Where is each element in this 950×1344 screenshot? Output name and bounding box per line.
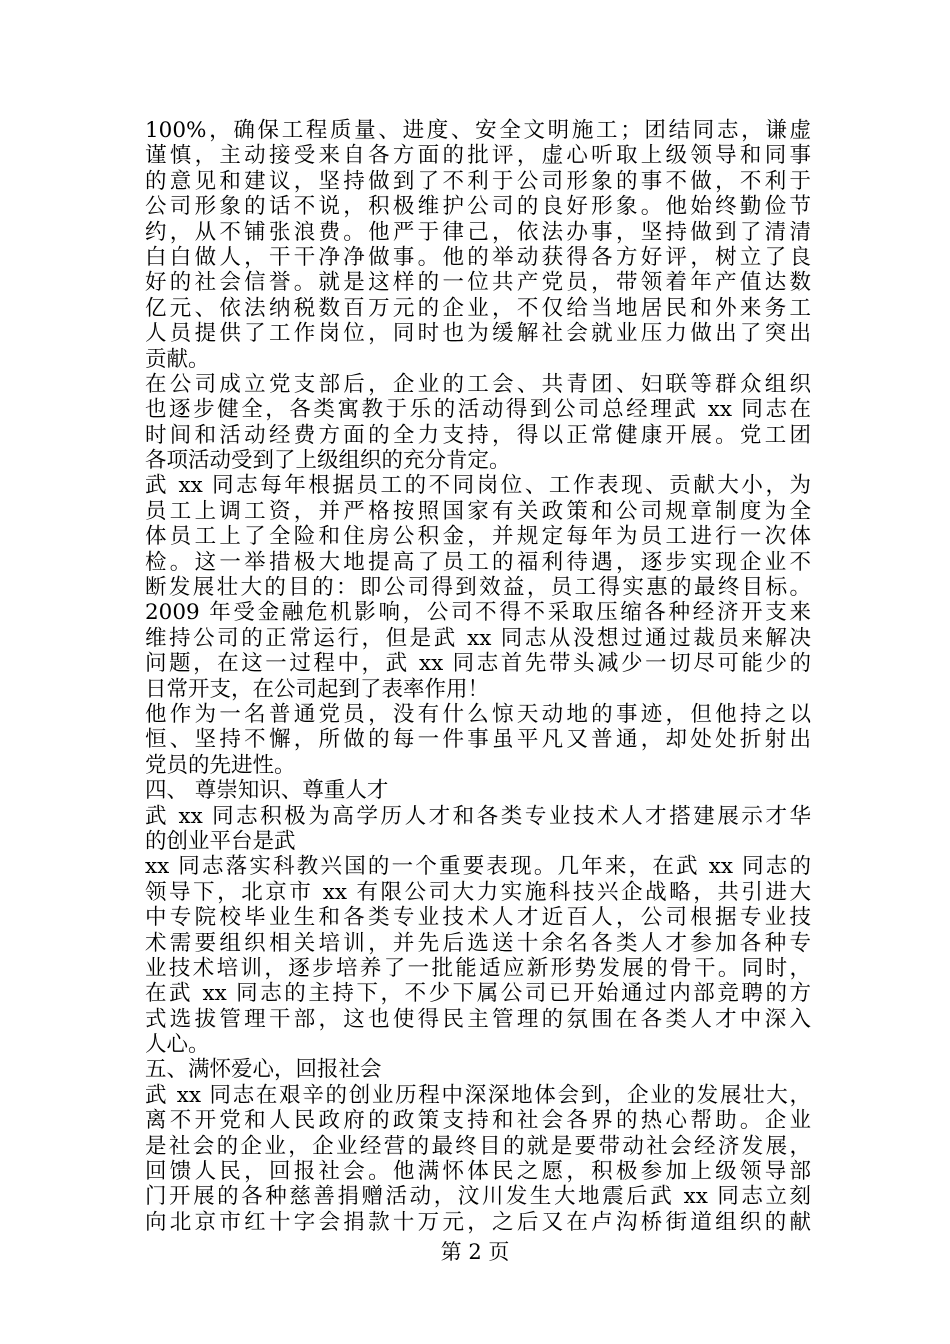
text-line: 领导下，北京市 xx 有限公司大力实施科技兴企战略，共引进大 bbox=[145, 879, 811, 905]
text-line: 门开展的各种慈善捐赠活动，汶川发生大地震后武 xx 同志立刻 bbox=[145, 1184, 811, 1210]
text-line: 恒、坚持不懈，所做的每一件事虽平凡又普通，却处处折射出 bbox=[145, 727, 811, 753]
text-line: 在公司成立党支部后，企业的工会、共青团、妇联等群众组织 bbox=[145, 371, 811, 397]
text-line: 好的社会信誉。就是这样的一位共产党员，带领着年产值达数 bbox=[145, 270, 811, 296]
text-line: 在武 xx 同志的主持下，不少下属公司已开始通过内部竞聘的方 bbox=[145, 981, 811, 1007]
text-line: 他作为一名普通党员，没有什么惊天动地的事迹，但他持之以 bbox=[145, 701, 811, 727]
text-line: 离不开党和人民政府的政策支持和社会各界的热心帮助。企业 bbox=[145, 1108, 811, 1134]
text-line: 的创业平台是武 bbox=[145, 828, 296, 854]
text-line: 时间和活动经费方面的全力支持，得以正常健康开展。党工团 bbox=[145, 422, 811, 448]
text-line: 武 xx 同志每年根据员工的不同岗位、工作表现、贡献大小，为 bbox=[145, 473, 811, 499]
text-line: 党员的先进性。 bbox=[145, 752, 296, 778]
text-line: 是社会的企业，企业经营的最终目的就是要带动社会经济发展， bbox=[145, 1133, 811, 1159]
text-line: 问题，在这一过程中，武 xx 同志首先带头减少一切尽可能少的 bbox=[145, 651, 811, 677]
text-line: 五、满怀爱心，回报社会 bbox=[145, 1057, 382, 1083]
text-line: 白白做人，干干净净做事。他的举动获得各方好评，树立了良 bbox=[145, 244, 811, 270]
text-line: 人员提供了工作岗位，同时也为缓解社会就业压力做出了突出 bbox=[145, 321, 811, 347]
text-line: 术需要组织相关培训，并先后选送十余名各类人才参加各种专 bbox=[145, 930, 811, 956]
text-line: 公司形象的话不说，积极维护公司的良好形象。他始终勤俭节 bbox=[145, 194, 811, 220]
text-line: 式选拔管理干部，这也使得民主管理的氛围在各类人才中深入 bbox=[145, 1006, 811, 1032]
text-line: 回馈人民，回报社会。他满怀体民之愿，积极参加上级领导部 bbox=[145, 1159, 811, 1185]
text-line: 中专院校毕业生和各类专业技术人才近百人，公司根据专业技 bbox=[145, 905, 811, 931]
text-line: 检。这一举措极大地提高了员工的福利待遇，逐步实现企业不 bbox=[145, 549, 811, 575]
text-line: 维持公司的正常运行，但是武 xx 同志从没想过通过裁员来解决 bbox=[145, 625, 811, 651]
text-line: 员工上调工资，并严格按照国家有关政策和公司规章制度为全 bbox=[145, 498, 811, 524]
text-line: 断发展壮大的目的：即公司得到效益，员工得实惠的最终目标。 bbox=[145, 575, 811, 601]
text-line: 人心。 bbox=[145, 1032, 210, 1058]
page-number: 第 2 页 bbox=[440, 1240, 510, 1264]
text-line: xx 同志落实科教兴国的一个重要表现。几年来，在武 xx 同志的 bbox=[145, 854, 811, 880]
text-line: 武 xx 同志积极为高学历人才和各类专业技术人才搭建展示才华 bbox=[145, 803, 811, 829]
text-line: 谨慎，主动接受来自各方面的批评，虚心听取上级领导和同事 bbox=[145, 143, 811, 169]
text-line: 日常开支，在公司起到了表率作用！ bbox=[145, 676, 490, 702]
text-line: 100%，确保工程质量、进度、安全文明施工；团结同志，谦虚 bbox=[145, 118, 811, 143]
text-line: 约，从不铺张浪费。他严于律己，依法办事，坚持做到了清清 bbox=[145, 219, 811, 245]
text-line: 2009 年受金融危机影响，公司不得不采取压缩各种经济开支来 bbox=[145, 600, 811, 626]
text-line: 四、 尊崇知识、尊重人才 bbox=[145, 778, 389, 804]
body-text bbox=[145, 118, 811, 1235]
text-line: 也逐步健全，各类寓教于乐的活动得到公司总经理武 xx 同志在 bbox=[145, 397, 811, 423]
text-line: 向北京市红十字会捐款十万元，之后又在卢沟桥街道组织的献 bbox=[145, 1209, 811, 1235]
text-line: 亿元、依法纳税数百万元的企业，不仅给当地居民和外来务工 bbox=[145, 295, 811, 321]
text-line: 体员工上了全险和住房公积金，并规定每年为员工进行一次体 bbox=[145, 524, 811, 550]
text-line: 贡献。 bbox=[145, 346, 210, 372]
text-line: 武 xx 同志在艰辛的创业历程中深深地体会到，企业的发展壮大， bbox=[145, 1082, 811, 1108]
text-line: 各项活动受到了上级组织的充分肯定。 bbox=[145, 448, 511, 474]
text-line: 的意见和建议，坚持做到了不利于公司形象的事不做，不利于 bbox=[145, 168, 811, 194]
text-line: 业技术培训，逐步培养了一批能适应新形势发展的骨干。同时， bbox=[145, 955, 811, 981]
